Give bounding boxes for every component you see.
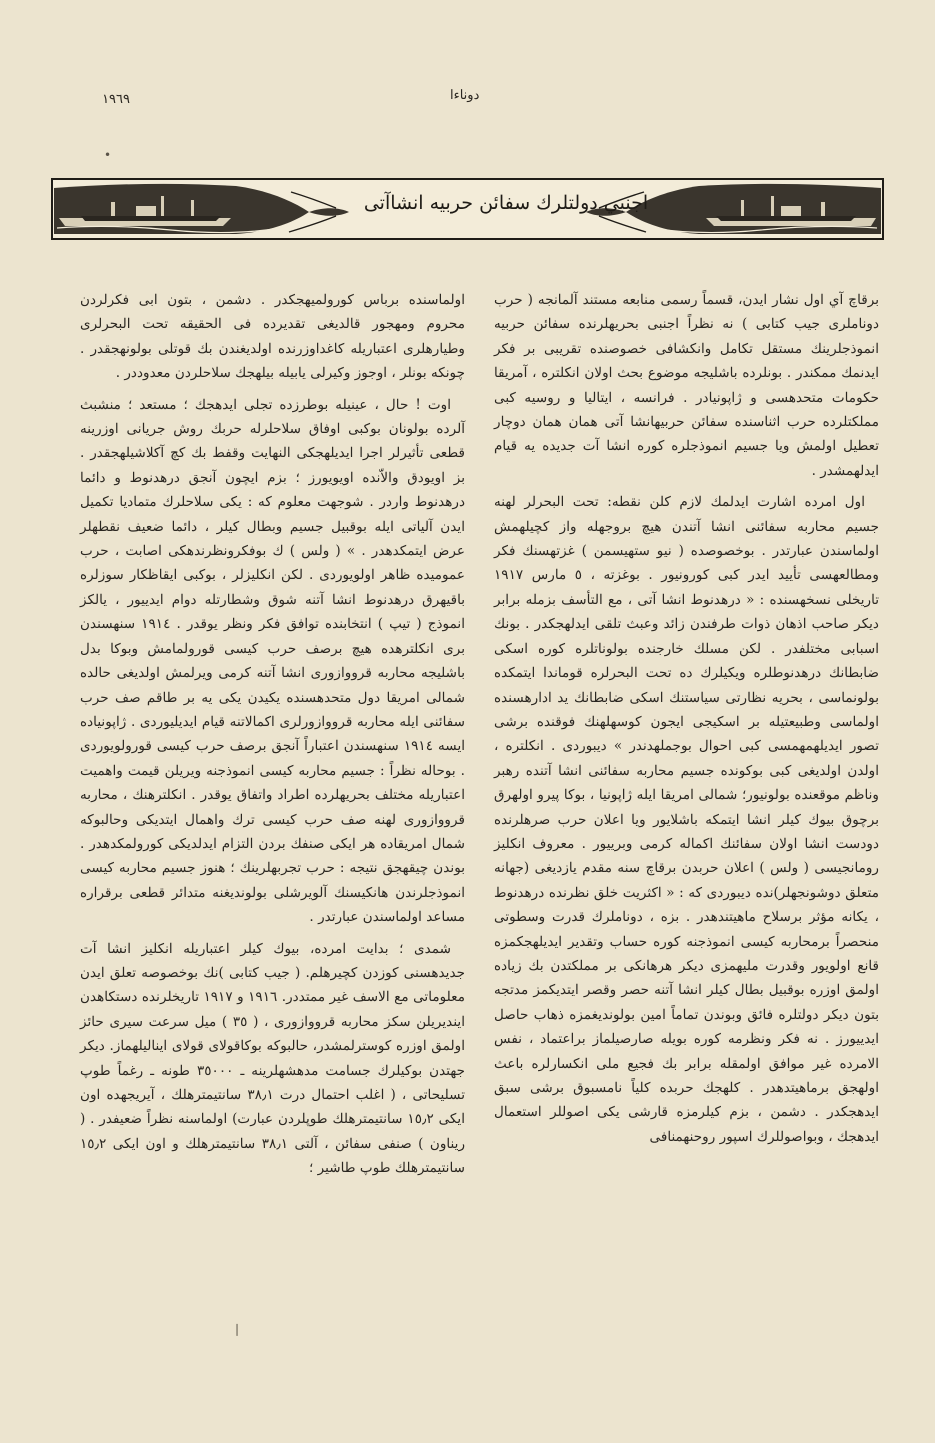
paragraph: اولماسنده برباس كورولميهجكدر . دشمن ، بتون ابى فكرلردن محروم ومهجور قالديغى تقديرده فى الحقيقه تحت البحرلرى وطيارهلرى اعتباريله كاغداوزرنده اولديغندن بك قوتلى بولونهجقدر . چونكه بونلر ، اوجوز وكيرلى يابيله بيلهجك سلاحلردن معدوددر .: [80, 292, 465, 382]
text-column-left: [80, 288, 465, 1188]
journal-name: دوناءا: [450, 88, 480, 103]
title-banner: [51, 178, 884, 240]
running-header: [0, 88, 935, 116]
paragraph: برقاچ آي اول نشار ايدن، قسماً رسمى منابعه مستند آلمانجه ( حرب دوناملرى جيب كتابى ) نه نظراً اجنبى بحريهلرنده سفائن حربيه انموذجلرينك مستقل تكامل وانكشافى خصوصنده تقريبى بر فكر ايدنمك ممكندر . بونلرده باشليجه موضوع بحث اولان انكلتره ، آمريقا حكومات متحدهسى و ژاپونيادر . فرانسه ، ايتاليا و روسيه كبى مملكتلرده حرب اثناسنده سفائن حربيهانشا آتى همان همان دوچار تعطيل اولمش ويا جسيم انموذجلره كوره انشا آت جديده يه قيام ايدلهمشدر .: [494, 292, 879, 479]
paragraph: اول امرده اشارت ايدلمك لازم كلن نقطه: تحت البحرلر لهنه جسيم محاربه سفائنى انشا آتندن هيچ بروجهله واز كچيلهمش اولماسندن عبارتدر . بوخصوصده ( نيو ستهيسمن ) غزتهسنك فكر ومطالعهسى تأييد ايدر كبى كورونيور . بوغزته ، ٥ مارس ١٩١٧ تاريخلى نسخهسنده : « درهدنوط انشا آتى ، مع التأسف بزمله برابر ديكر صاحب اذهان ذوات طرفندن زائد وعبث تلقى ايدلهجكدر . بونك اسبابى مختلفدر . لكن مسلك خارجنده بولوناتلره كوره اسكى ضابطانك درهدنوطلره ويكيلرك ده تحت البحرلره قوماندا ايتمكده بولونماسى ، بحريه نظارتى سياستنك اسكى ضابطانك يد ادارهسنده اولماسى وطبيعتيله بر اسكيجى ايجون كوسهلهنك فوقنده برشى تصور ايديلهمهمسى كبى احوال بوجملهدندر » ديبوردى . انكلتره ، اولدن اولديغى كبى بوكونده جسيم محاربه سفائنى انشا آتنده رهبر وناظم موقعنده بولونيور؛ شمالى امريقا ايله ژاپونيا ، بوكا پيرو اولهرق برچوق بيوك كيلر انشا ايتمكه باشلايور ويا اعلان حرب صرهلرنده دودست انشا اولان سفائنك اكماله كرمى وبرييور . معروف انكليز رومانجيسى ( ولس ) اعلان حربدن برقاچ سنه مقدم يازديغى (جهانه متعلق دوشونجهلر)نده ديبوردى كه : « اكثريت خلق نظرنده درهدنوط ، يكانه مؤثر برسلاح ماهيتندهدر . بزه ، دوناملرك قدرت وسطوتى منحصراً برمحاربه كيسى انموذجنه كوره حساب وتقدير ايديلهجكمزه قانع اولويور وقدرت مليهمزى ديكر هرهانكى بر مملكتدن بك زياده اولمق اوزره بوقبيل بطال كيلر انشا آتنه حصر وقصر ايتديكمز مدتجه بتون ديكر دولتلره فائق وبوندن تماماً امين بولونديغمزه ذهاب حاصل ايدييورز . نه فكر ونظرمه كوره بويله صارصيلماز براعتماد ، نفس الامرده غير موافق اولمقله برابر بك فجيع ملى انكسارلره باعث اولهجق برماهيتدهدر . كلهجك حربده كلياً نامسبوق برشى سبق ايدهجكدر . دشمن ، بزم كيلرمزه قارشى يكى اصوللر استعمال ايدهجك ، وبواصوللرك اسپور روحنهمنافى: [494, 494, 879, 1145]
ink-dot: •: [104, 148, 112, 162]
page-number: ١٩٦٩: [102, 92, 130, 107]
text-column-right: [494, 288, 879, 1156]
banner-title: اجنبي دولتلرك سفائن حربيه انشاآتى: [363, 192, 649, 214]
ink-tick: ❘: [232, 1322, 243, 1336]
paragraph: اوت ! حال ، عينيله بوطرزده تجلى ايدهجك ؛ مستعد ؛ منشبث آلرده بولونان بوكبى اوفاق سلاحلرله حربك روش جريانى اوزرينه قطعى تأثيرلر اجرا ايديلهجكى النهايت وقفط بك كچ آكلاشيلهجقدر . بز اويودق والاّنده اويويورز ؛ بزم ايچون آنجق درهدنوط و دائما درهدنوط واردر . شوجهت معلوم كه : يكى سلاحلرك متماديا تكميل ايدن آلياتى ايله بوقبيل جسيم وبطال كيلر ، دائما ضعيف نقطهلر عرض ايتمكدهدر . » ( ولس ) ك بوفكرونظرندهكى اصابت ، حرب عموميده ظاهر اولويوردى . لكن انكليزلر ، بوكبى ايقاظكار سوزلره باقيهرق درهدنوط انشا آتنه شوق وشطارتله دوام ايدييور ، يالكز انموذج ( تيپ ) انتخابنده توافق فكر ونظر يوقدر . ١٩١٤ سنهسندن برى انكلترهده هيچ برصف حرب كيسى قورولمامش وبوكا بدل باشليجه محاربه قرووازورى انشا آتنه كرمى ويرلمش اولديغى حالده شمالى امريقا دول متحدهسنده يكيدن يكى يه بر طاقم صف حرب سفائنى ايله محاربه قرووازورلرى اكمالاتنه قيام ايديليوردى . ژاپونياده ايسه ١٩١٤ سنهسندن اعتباراً آنجق برصف حرب كيسى قورولويوردى . بوحاله نظراً : جسيم محاربه كيسى انموذجنه ويريلن قيمت واهميت اعتباريله مختلف بحريهلرده اطراد واتفاق يوقدر . انكلترهنك ، محاربه قرووازورى لهنه صف حرب كيسى ترك واهمال ايتديكى وحالبوكه شمال امريقاده هر ايكى صنفك بردن التزام ايدلديكى كورولمكدهدر . بوندن چيقهجق نتيجه : حرب تجربهلرينك ؛ هنوز جسيم محاربه كيسى انموذجلرندن هانكيسنك آلويرشلى بولونديغنه متدائر قطعى برقراره مساعد اولماسندن عبارتدر .: [80, 396, 465, 926]
paragraph: شمدى ؛ بدايت امرده، بيوك كيلر اعتباريله انكليز انشا آت جديدهسنى كوزدن كچيرهلم. ( جيب كتابى )نك بوخصوصه تعلق ايدن معلوماتى مع الاسف غير ممتددر. ١٩١٦ و ١٩١٧ تاريخلرنده دستكاهدن اينديريلن سكز محاربه قرووازورى ، ( ٣٥ ) ميل سرعت سيرى حائز اولمق اوزره كوسترلمشدر، حالبوكه بوكاقولاى قولاى ايناليلهماز. ديكر جهتدن بوكيلرك جسامت مدهشهلرينه ـ ٣٥٠٠٠ طونه ـ رغماً طوپ تسليحاتى ، ( اغلب احتمال درت ٣٨٫١ سانتيمترهلك ، آيريجهده اون ايكى ١٥٫٢ سانتيمترهلك طوپلردن عبارت) اولماسنه نظراً ضعيفدر . ( ريناون ) صنفى سفائن ، آلتى ٣٨٫١ سانتيمترهلك و اون ايكى ١٥٫٢ سانتيمترهلك طوپ طاشير ؛: [80, 940, 466, 1177]
